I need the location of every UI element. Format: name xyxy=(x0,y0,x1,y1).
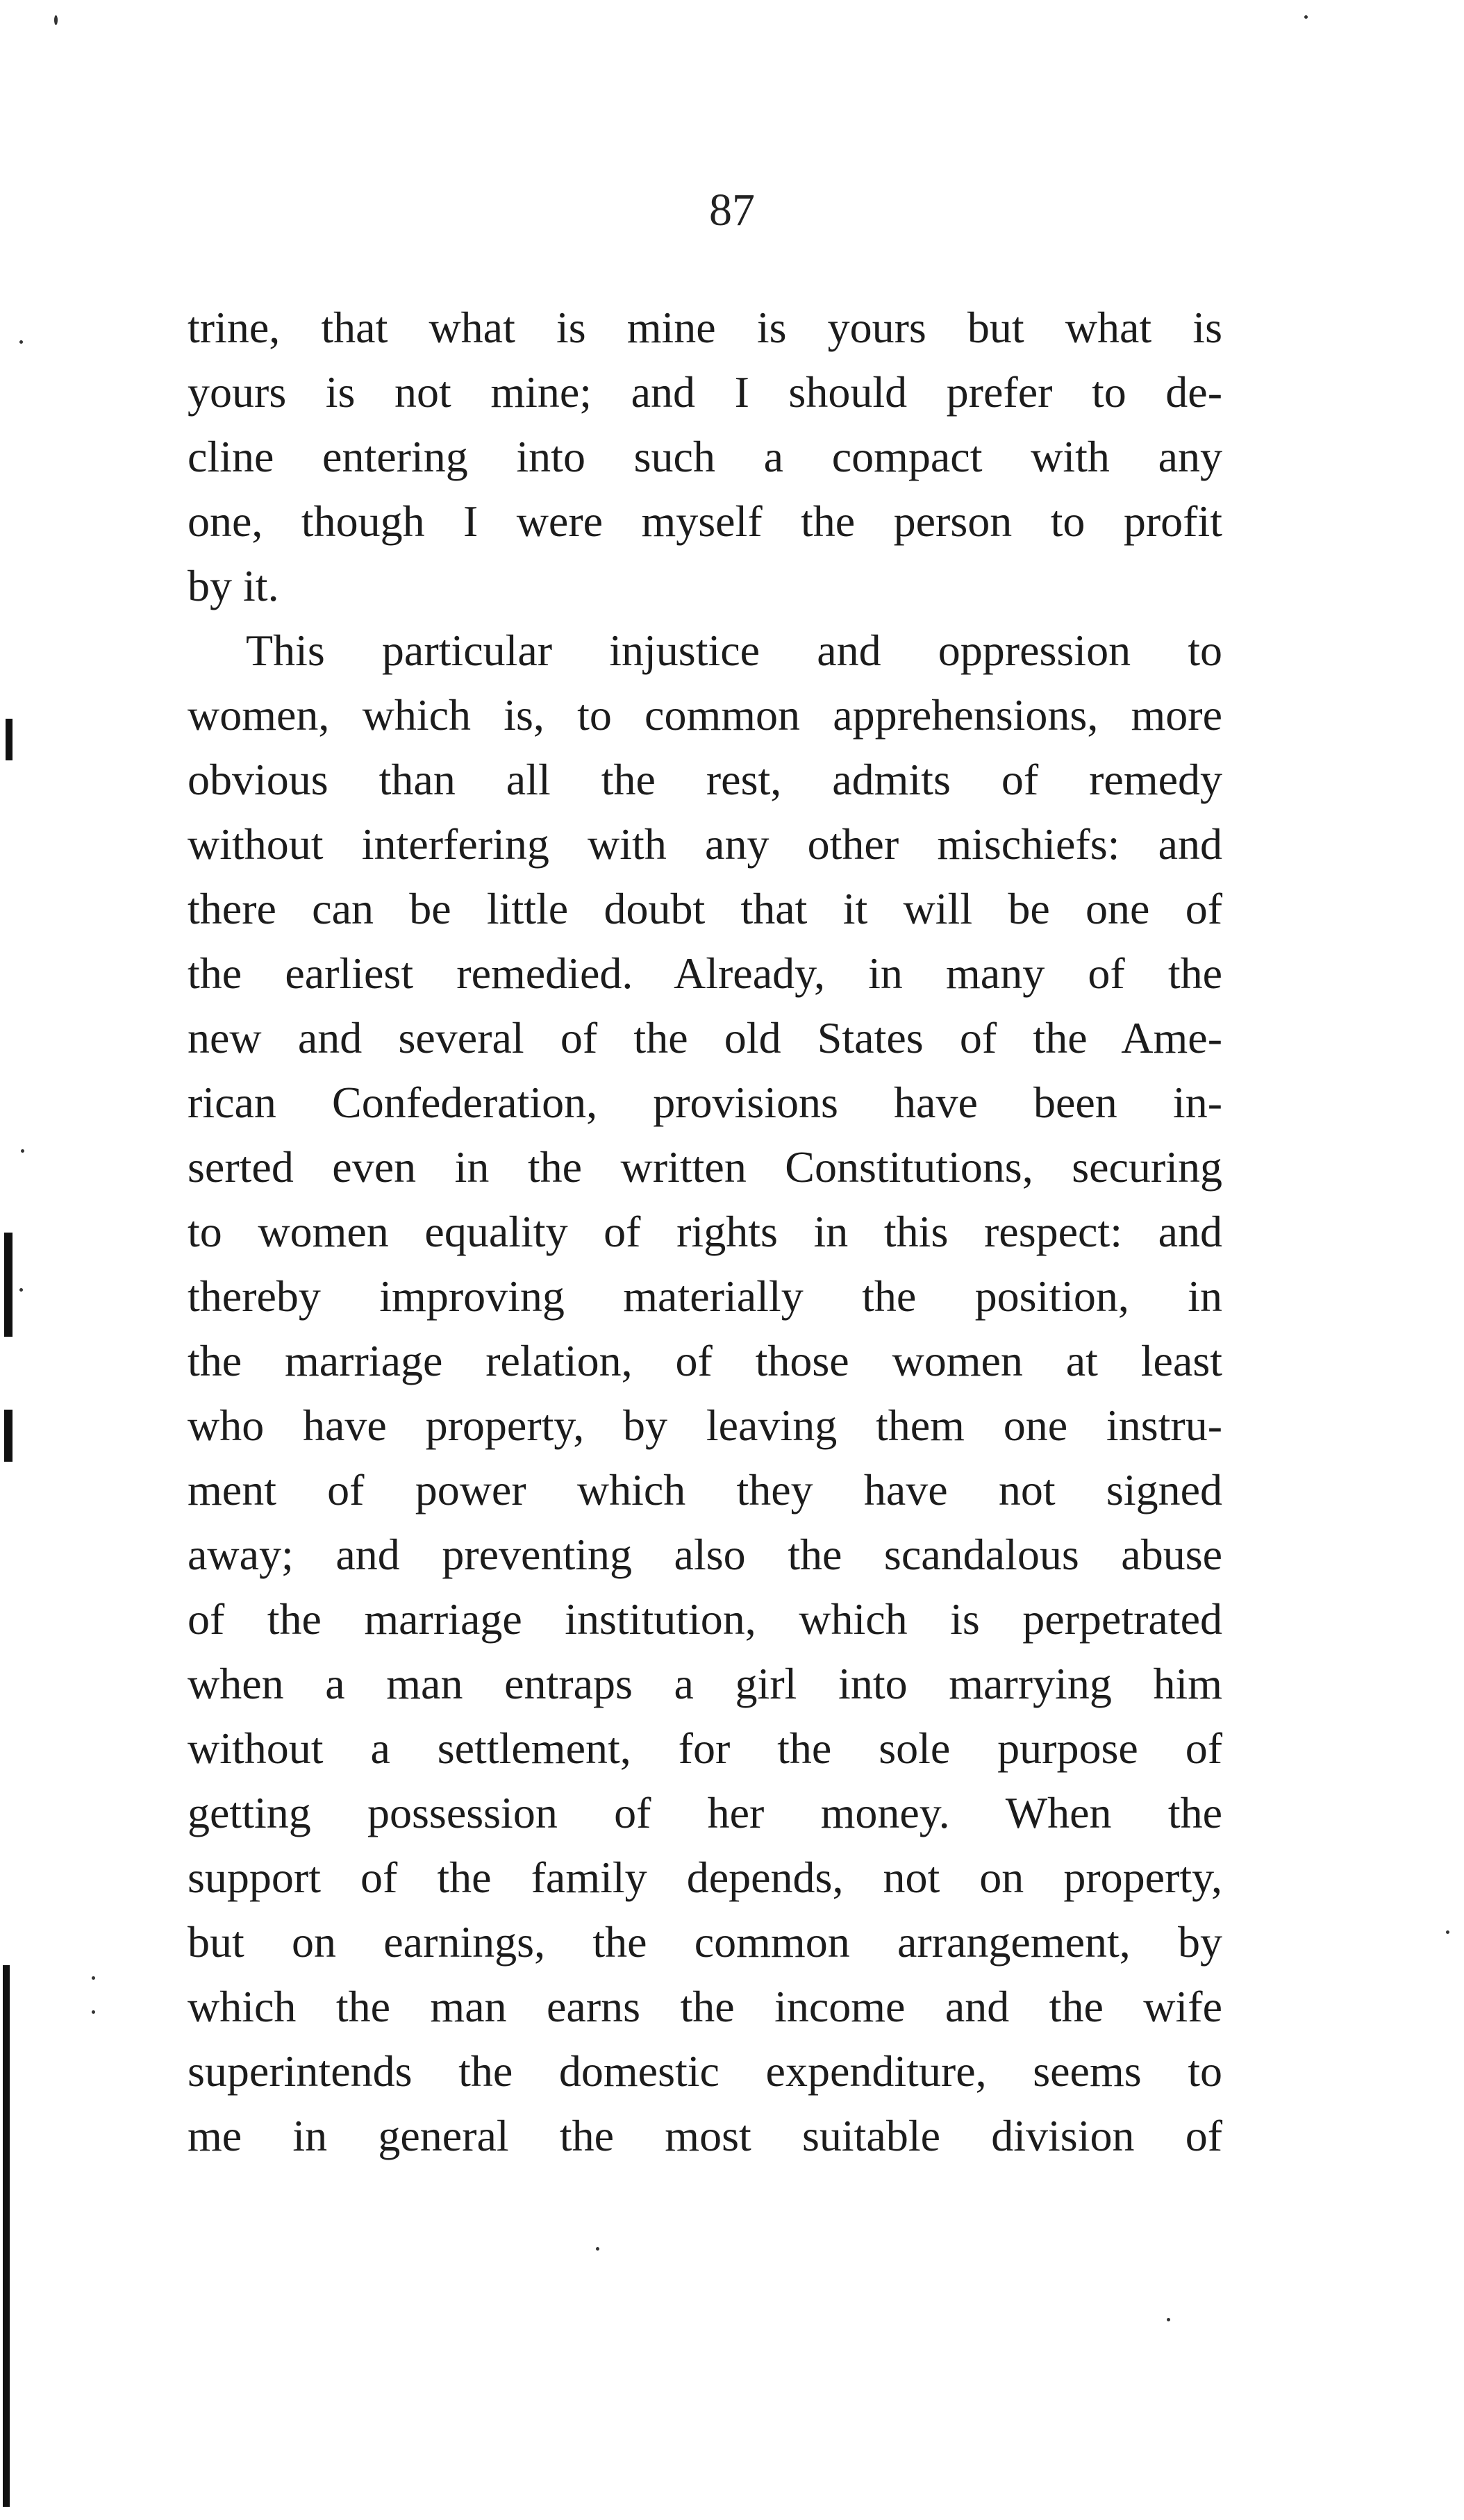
page-number: 87 xyxy=(709,185,755,235)
text-line: support of the family depends, not on property, xyxy=(188,1853,1222,1902)
text-line: obvious than all the rest, admits of remedy xyxy=(188,755,1222,804)
text-line: women, which is, to common apprehensions, more xyxy=(188,690,1222,740)
text-line: one, though I were myself the person to profit xyxy=(188,497,1222,546)
scan-speck xyxy=(54,15,58,25)
text-line: yours is not mine; and I should prefer to de- xyxy=(188,367,1222,417)
text-line: rican Confederation, provisions have been in- xyxy=(188,1078,1222,1127)
text-line: trine, that what is mine is yours but what is xyxy=(188,303,1222,352)
scan-edge-mark xyxy=(4,1233,13,1337)
text-line: to women equality of rights in this respect: and xyxy=(188,1207,1222,1256)
text-line: serted even in the written Constitutions, securing xyxy=(188,1142,1222,1192)
scan-speck xyxy=(596,2247,599,2251)
text-line: thereby improving materially the position, in xyxy=(188,1271,1222,1321)
text-line: but on earnings, the common arrangement, by xyxy=(188,1917,1222,1967)
text-line: cline entering into such a compact with any xyxy=(188,432,1222,481)
scan-edge-mark xyxy=(6,719,13,760)
scan-speck xyxy=(19,340,23,344)
body-text xyxy=(188,295,1222,2168)
scan-edge-mark xyxy=(4,1410,13,1462)
text-line: which the man earns the income and the wife xyxy=(188,1982,1222,2031)
text-line: the marriage relation, of those women at least xyxy=(188,1336,1222,1385)
scan-speck xyxy=(92,2010,95,2014)
scan-speck xyxy=(21,1149,24,1153)
paragraph xyxy=(188,618,1222,2168)
text-line: the earliest remedied. Already, in many of the xyxy=(188,949,1222,998)
text-line: who have property, by leaving them one instru- xyxy=(188,1401,1222,1450)
text-line: This particular injustice and oppression to xyxy=(246,626,1222,675)
text-line: me in general the most suitable division of xyxy=(188,2111,1222,2160)
paragraph xyxy=(188,295,1222,618)
text-line: ment of power which they have not signed xyxy=(188,1465,1222,1514)
scan-speck xyxy=(1304,15,1308,19)
scan-speck xyxy=(1446,1930,1449,1934)
scan-speck xyxy=(92,1976,95,1980)
text-line: when a man entraps a girl into marrying him xyxy=(188,1659,1222,1708)
scan-speck xyxy=(1167,2318,1170,2321)
text-line: superintends the domestic expenditure, seems to xyxy=(188,2046,1222,2096)
scan-edge-mark xyxy=(3,1965,10,2507)
text-line: new and several of the old States of the Ame- xyxy=(188,1013,1222,1062)
text-line: without interfering with any other mischiefs: and xyxy=(188,819,1222,869)
text-line: away; and preventing also the scandalous abuse xyxy=(188,1530,1222,1579)
text-line: of the marriage institution, which is perpetrated xyxy=(188,1594,1222,1644)
text-line: without a settlement, for the sole purpose of xyxy=(188,1724,1222,1773)
text-line: getting possession of her money. When the xyxy=(188,1788,1222,1837)
text-line: there can be little doubt that it will be one of xyxy=(188,884,1222,933)
text-line: by it. xyxy=(188,561,279,610)
scan-speck xyxy=(19,1288,23,1292)
